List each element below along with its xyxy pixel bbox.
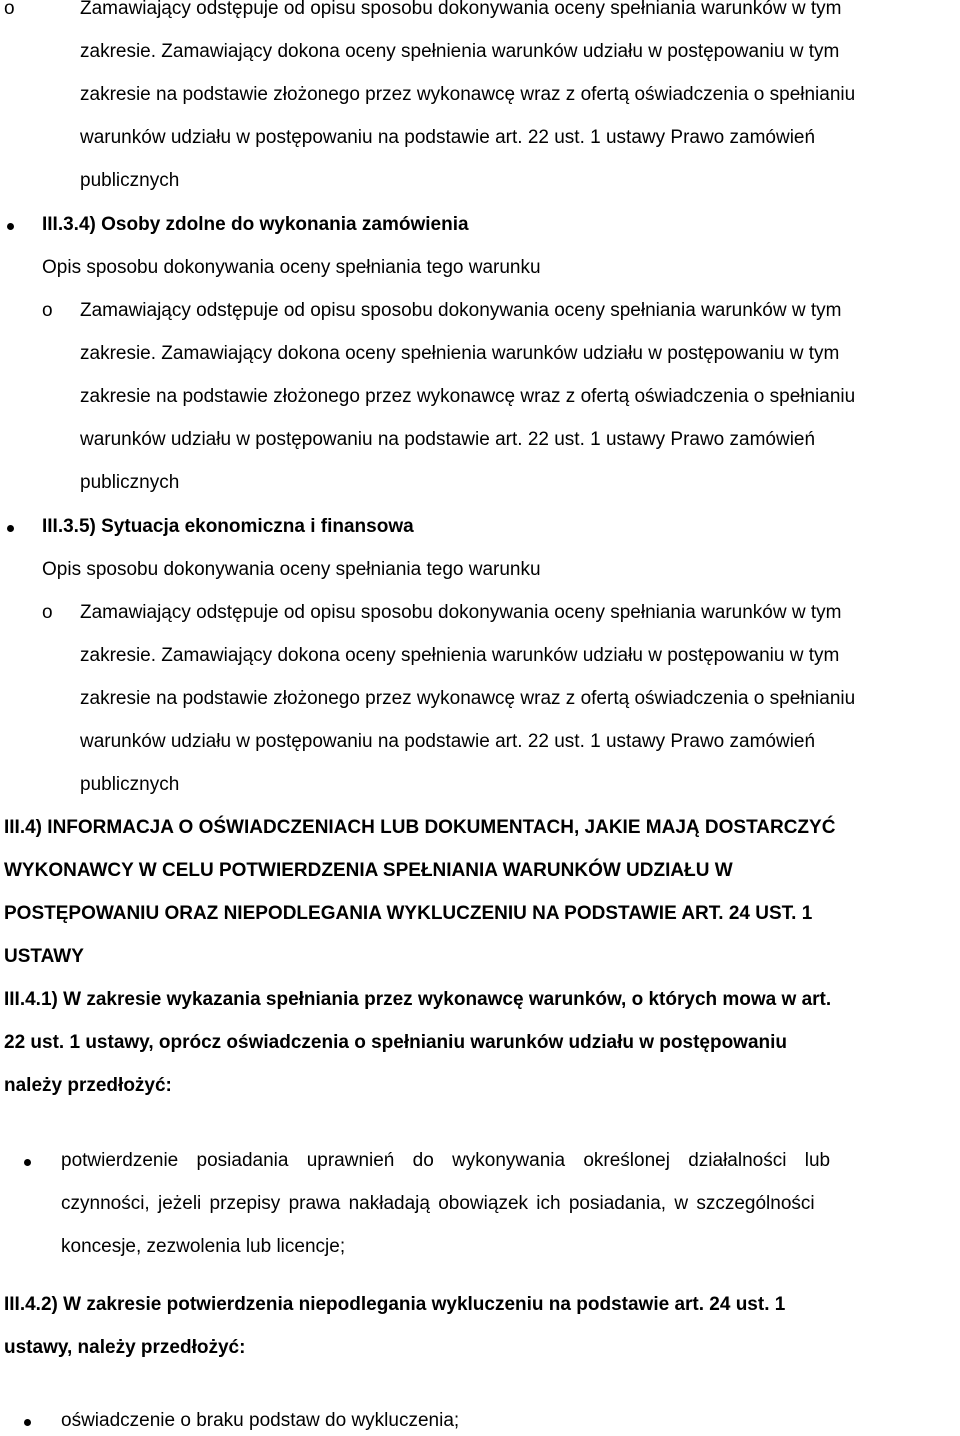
bullet-dot [7,525,14,532]
paragraph-line: zakresie na podstawie złożonego przez wykonawcę wraz z ofertą oświadczenia o spełnianiu [80,386,856,407]
section-heading: należy przedłożyć: [4,1075,172,1096]
paragraph-line: zakresie. Zamawiający dokona oceny spełnienia warunków udziału w postępowaniu w tym [80,645,840,666]
list-item-line: koncesje, zezwolenia lub licencje; [61,1236,346,1257]
paragraph-line: warunków udziału w postępowaniu na podstawie art. 22 ust. 1 ustawy Prawo zamówień [80,731,816,752]
paragraph-line: zakresie na podstawie złożonego przez wykonawcę wraz z ofertą oświadczenia o spełnianiu [80,84,856,105]
paragraph-line: Zamawiający odstępuje od opisu sposobu dokonywania oceny spełniania warunków w tym [80,602,842,623]
section-heading: III.3.5) Sytuacja ekonomiczna i finansowa [42,516,414,537]
paragraph-line: Zamawiający odstępuje od opisu sposobu dokonywania oceny spełniania warunków w tym [80,300,842,321]
list-item-line: czynności, jeżeli przepisy prawa nakładają obowiązek ich posiadania, w szczególności [61,1193,815,1214]
section-heading: WYKONAWCY W CELU POTWIERDZENIA SPEŁNIANIA WARUNKÓW UDZIAŁU W [4,860,733,881]
section-subheading: Opis sposobu dokonywania oceny spełniania tego warunku [42,257,541,278]
paragraph-line: zakresie. Zamawiający dokona oceny spełnienia warunków udziału w postępowaniu w tym [80,41,840,62]
section-heading: III.4.1) W zakresie wykazania spełniania przez wykonawcę warunków, o których mowa w art. [4,989,832,1010]
section-subheading: Opis sposobu dokonywania oceny spełniania tego warunku [42,559,541,580]
o-list-marker: o [42,300,53,321]
section-heading: USTAWY [4,946,84,967]
paragraph-line: zakresie. Zamawiający dokona oceny spełnienia warunków udziału w postępowaniu w tym [80,343,840,364]
section-heading: III.4) INFORMACJA O OŚWIADCZENIACH LUB DOKUMENTACH, JAKIE MAJĄ DOSTARCZYĆ [4,817,836,838]
paragraph-line: zakresie na podstawie złożonego przez wykonawcę wraz z ofertą oświadczenia o spełnianiu [80,688,856,709]
paragraph-line: warunków udziału w postępowaniu na podstawie art. 22 ust. 1 ustawy Prawo zamówień [80,429,816,450]
bullet-dot [24,1159,31,1166]
section-heading: POSTĘPOWANIU ORAZ NIEPODLEGANIA WYKLUCZENIU NA PODSTAWIE ART. 24 UST. 1 [4,903,813,924]
section-heading: ustawy, należy przedłożyć: [4,1337,246,1358]
paragraph-line: publicznych [80,774,180,795]
paragraph-line: publicznych [80,170,180,191]
o-list-marker: o [4,0,15,19]
bullet-dot [24,1419,31,1426]
section-heading: III.4.2) W zakresie potwierdzenia niepodlegania wykluczeniu na podstawie art. 24 ust. 1 [4,1294,786,1315]
paragraph-line: publicznych [80,472,180,493]
paragraph-line: warunków udziału w postępowaniu na podstawie art. 22 ust. 1 ustawy Prawo zamówień [80,127,816,148]
list-item-line: oświadczenie o braku podstaw do wykluczenia; [61,1410,460,1431]
list-item-text: potwierdzenie posiadania uprawnień do wykonywania określonej działalności lub [61,1150,831,1171]
bullet-dot [7,223,14,230]
paragraph-line: Zamawiający odstępuje od opisu sposobu dokonywania oceny spełniania warunków w tym [80,0,842,19]
list-item-line [61,1149,935,1173]
section-heading: 22 ust. 1 ustawy, oprócz oświadczenia o spełnianiu warunków udziału w postępowaniu [4,1032,788,1053]
section-heading: III.3.4) Osoby zdolne do wykonania zamówienia [42,214,469,235]
o-list-marker: o [42,602,53,623]
